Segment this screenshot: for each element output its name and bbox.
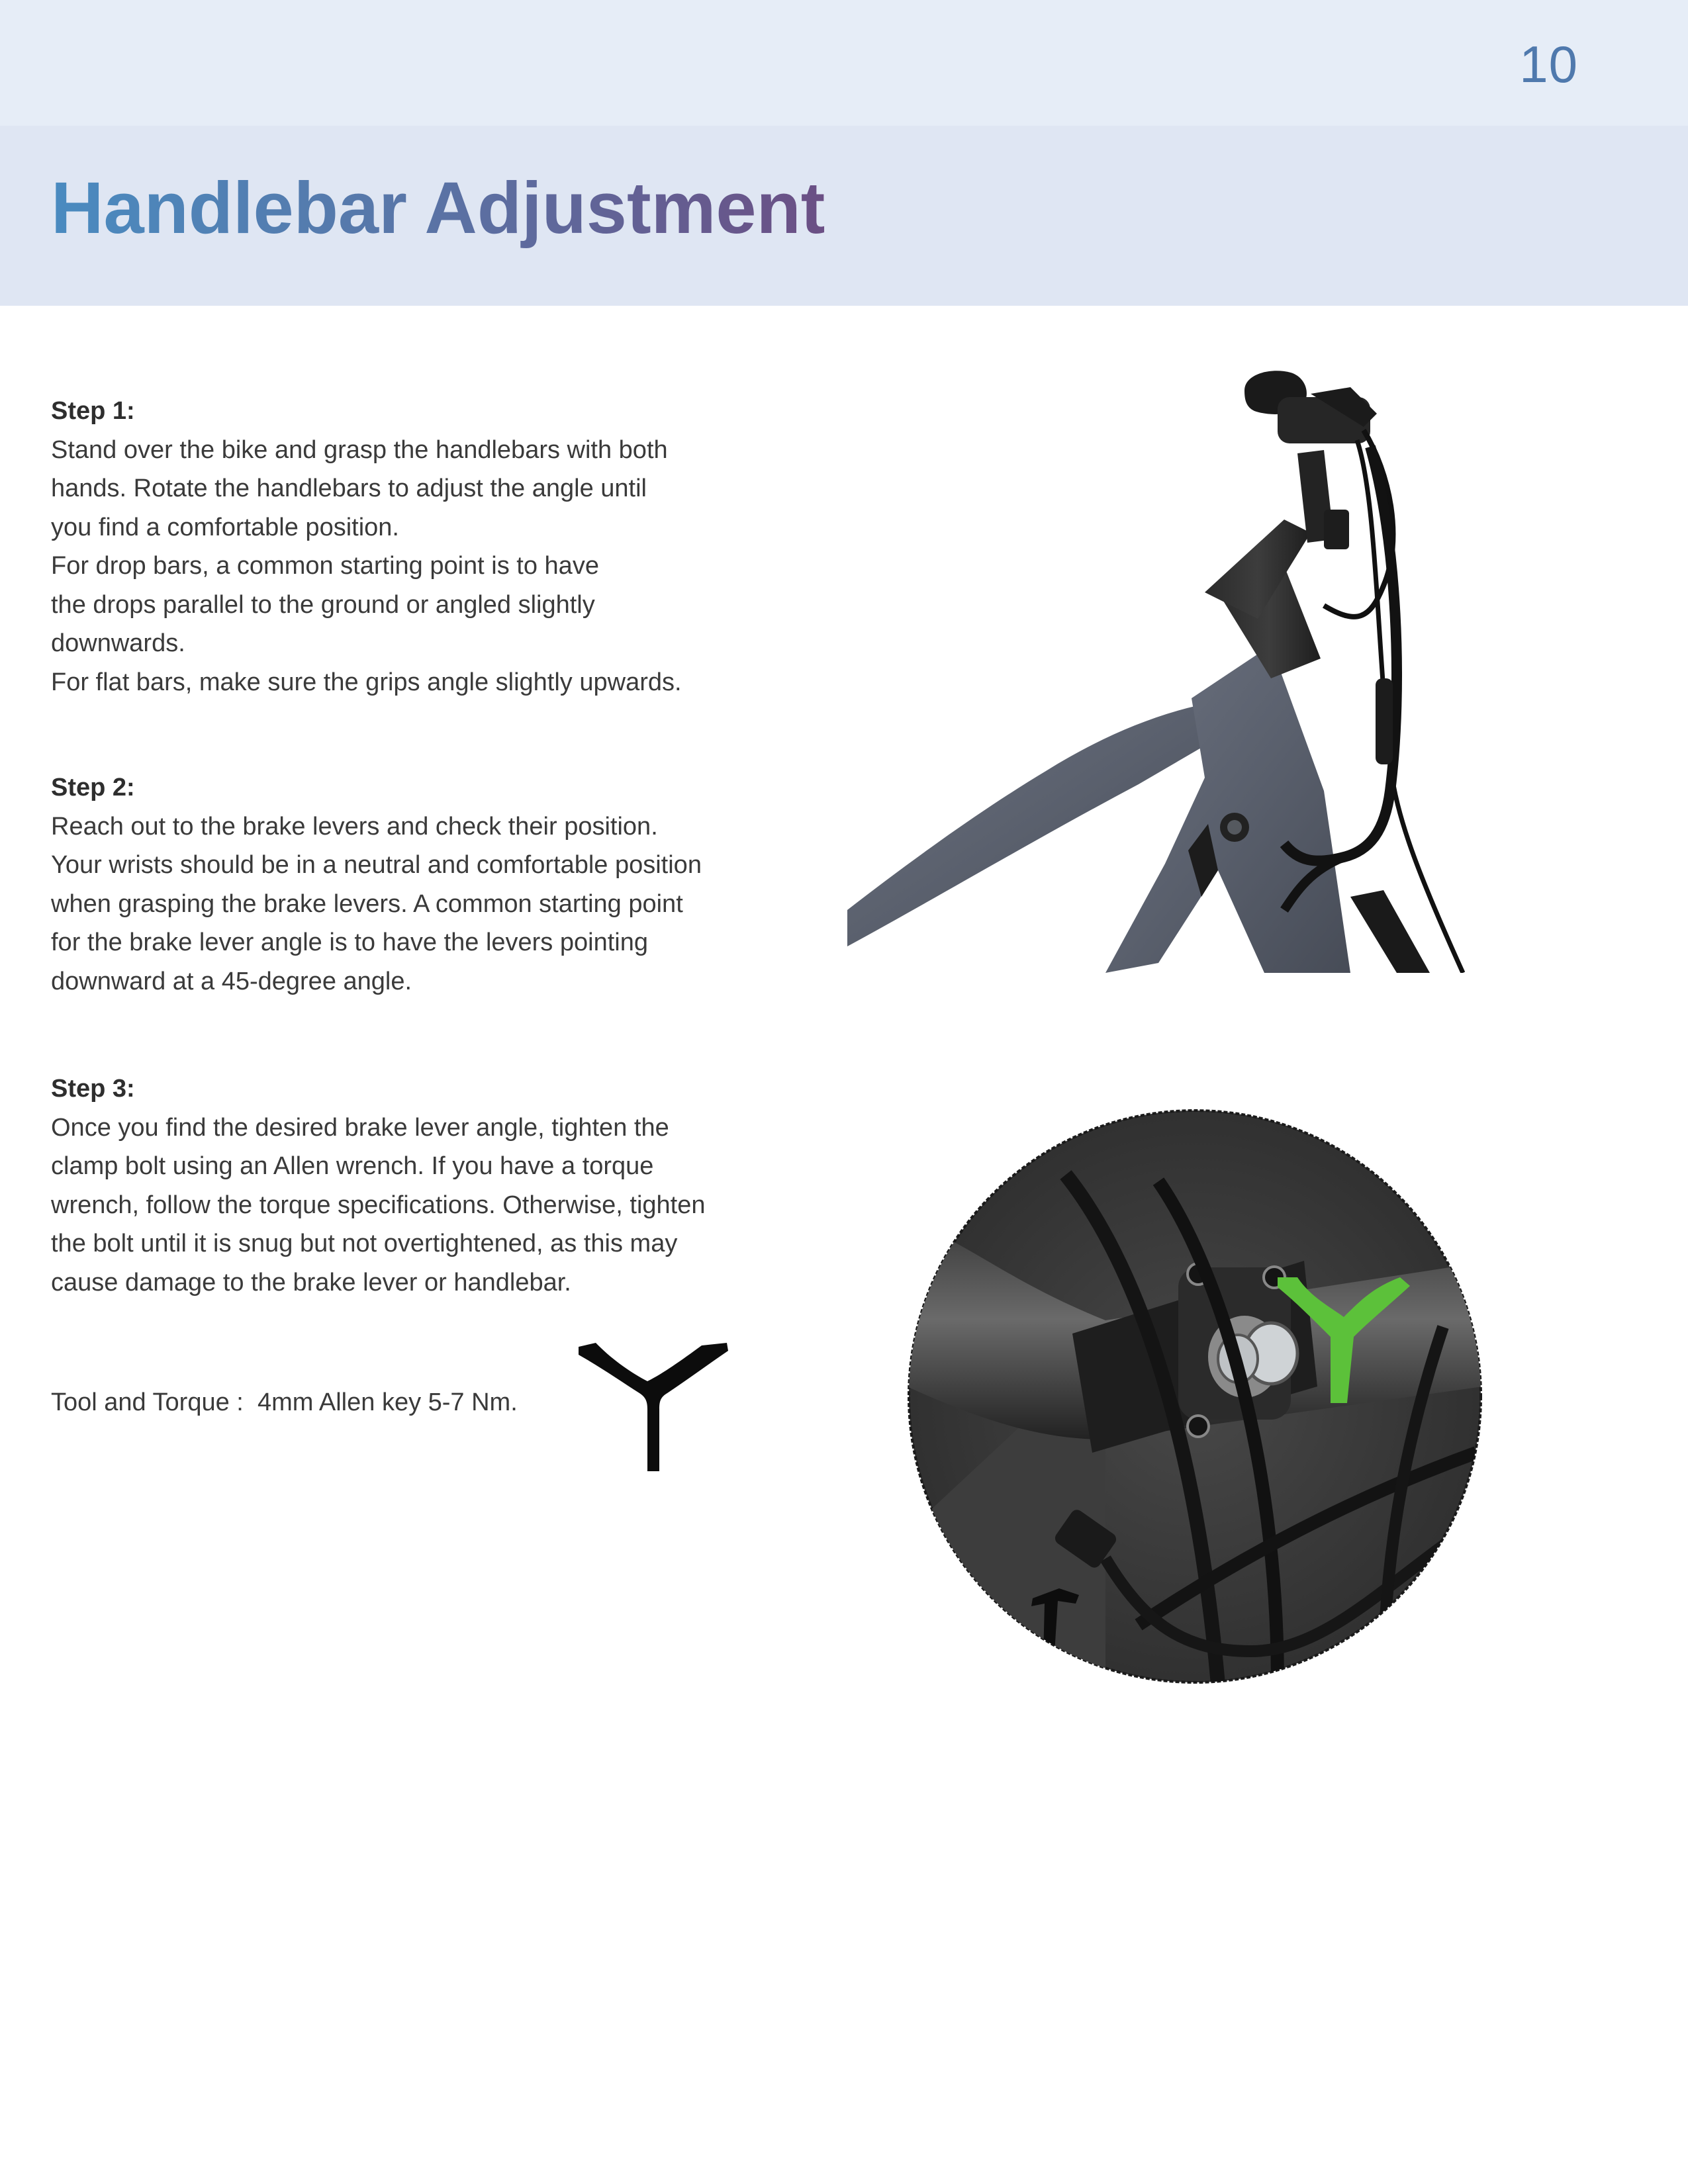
step-3-block xyxy=(51,1069,806,1302)
step-2-line: downward at a 45-degree angle. xyxy=(51,967,412,995)
step-1-line: For flat bars, make sure the grips angle slightly upwards. xyxy=(51,668,682,696)
step-2-line: Reach out to the brake levers and check their position. xyxy=(51,812,658,841)
step-1-line: For drop bars, a common starting point is to have xyxy=(51,552,599,580)
step-3-line: cause damage to the brake lever or handlebar. xyxy=(51,1268,571,1297)
step-2-heading: Step 2: xyxy=(51,774,135,801)
page-number: 10 xyxy=(1519,35,1578,93)
step-3-line: the bolt until it is snug but not overtightened, as this may xyxy=(51,1230,678,1257)
step-1-line: Stand over the bike and grasp the handlebars with both xyxy=(51,435,668,464)
step-1-line: hands. Rotate the handlebars to adjust the angle until xyxy=(51,475,647,502)
step-1-heading: Step 1: xyxy=(51,397,135,425)
step-2-line: when grasping the brake levers. A common starting point xyxy=(51,889,683,918)
step-3-line: clamp bolt using an Allen wrench. If you have a torque xyxy=(51,1152,654,1180)
page-title: Handlebar Adjustment xyxy=(51,167,825,251)
tool-value: 4mm Allen key 5-7 Nm. xyxy=(257,1388,518,1416)
step-2-line: Your wrists should be in a neutral and comfortable position xyxy=(51,851,702,879)
step-1-line: downwards. xyxy=(51,629,185,657)
tool-and-torque xyxy=(51,1388,518,1417)
step-3-line: wrench, follow the torque specifications. Otherwise, tighten xyxy=(51,1191,706,1219)
step-1-line: you find a comfortable position. xyxy=(51,513,399,541)
step-2-block xyxy=(51,768,806,1001)
step-1-block xyxy=(51,392,806,702)
bike-handlebar-image xyxy=(847,367,1483,973)
header-top-band xyxy=(0,0,1688,126)
step-1-line: the drops parallel to the ground or angled slightly xyxy=(51,590,595,619)
stem-clamp-closeup-image xyxy=(907,1109,1483,1684)
step-3-heading: Step 3: xyxy=(51,1075,135,1103)
y-allen-wrench-icon xyxy=(576,1340,731,1476)
tool-label: Tool and Torque : xyxy=(51,1388,244,1416)
step-3-line: Once you find the desired brake lever angle, tighten the xyxy=(51,1113,669,1142)
step-2-line: for the brake lever angle is to have the levers pointing xyxy=(51,929,648,956)
